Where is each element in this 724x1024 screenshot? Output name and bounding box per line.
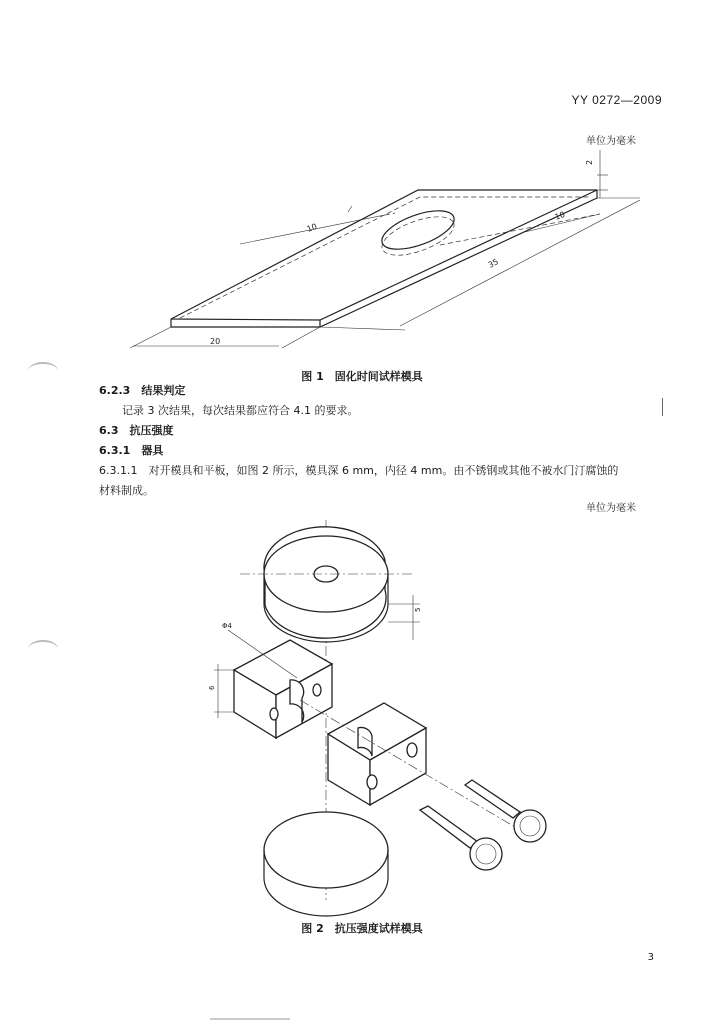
right-block-screw-hole [367, 775, 377, 789]
unit-note: 单位为毫米 [586, 503, 636, 514]
screw-knurled-head [514, 810, 546, 842]
dimension-35: 35 [486, 257, 500, 270]
section-number: 6.3.1 [99, 444, 131, 457]
section-number: 6.3 [99, 424, 119, 437]
dimension-20: 20 [210, 337, 221, 346]
standard-code: YY 0272—2009 [571, 93, 662, 107]
left-block-screw-hole [313, 684, 321, 696]
section-body: 对开模具和平板，如图 2 所示，模具深 6 mm，内径 4 mm。由不锈钢或其他不被水门汀腐蚀的 [148, 464, 619, 477]
bottom-plate-face [264, 812, 388, 888]
section-title: 抗压强度 [129, 424, 174, 437]
dimension-5: 5 [414, 607, 422, 612]
section-number: 6.2.3 [99, 384, 131, 397]
figure-1-caption: 图 1 固化时间试样模具 [301, 370, 423, 383]
dimension-10-right: 10 [553, 209, 567, 222]
section-title: 结果判定 [141, 384, 186, 397]
left-block-screw-hole [270, 708, 278, 720]
section-title: 器具 [141, 444, 164, 457]
screw-shank [465, 780, 520, 818]
section-6-3-1-1-line2: 材料制成。 [99, 484, 154, 497]
page-number: 3 [647, 952, 654, 963]
screw-shank [420, 806, 478, 848]
screw-knurled-head [470, 838, 502, 870]
dimension-phi4: Φ4 [222, 622, 232, 630]
section-6-2-3-body: 记录 3 次结果，每次结果都应符合 4.1 的要求。 [122, 404, 359, 417]
unit-note: 单位为毫米 [586, 136, 636, 147]
right-block-screw-hole [407, 743, 417, 757]
dimension-2: 2 [585, 159, 594, 165]
dimension-10-left: 10 [305, 221, 319, 234]
figure-2-caption: 图 2 抗压强度试样模具 [301, 922, 423, 935]
section-number: 6.3.1.1 [99, 464, 138, 477]
dimension-6: 6 [208, 685, 216, 690]
